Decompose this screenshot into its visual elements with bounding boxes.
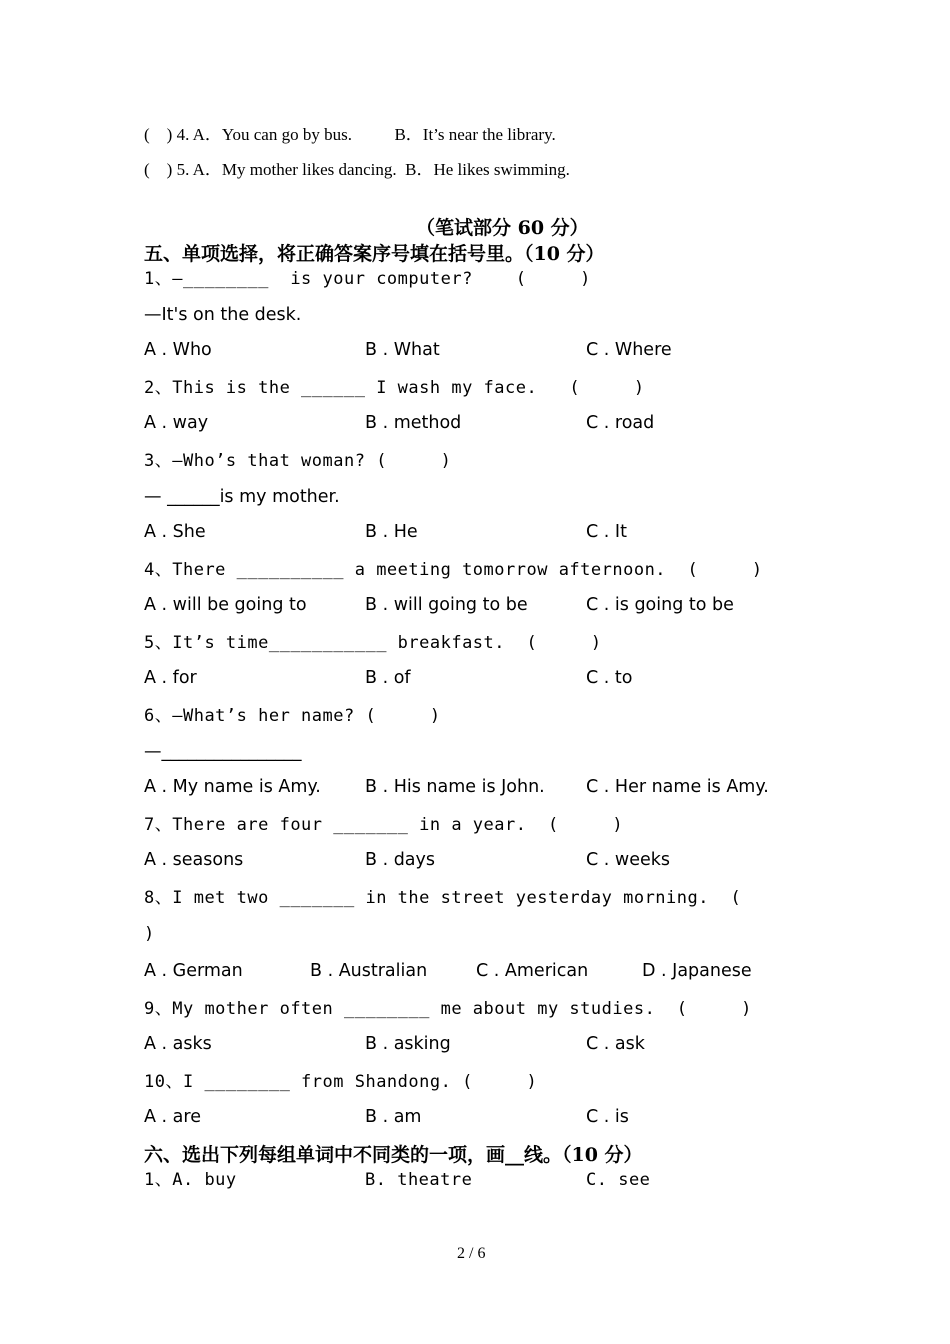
question-9-option-b: B . asking: [365, 1034, 451, 1054]
question-5-option-c: C . to: [586, 668, 633, 688]
question-2-option-b: B . method: [365, 413, 462, 433]
listening-q4: ( ) 4. A．You can go by bus. B．It’s near the library.: [144, 125, 556, 144]
question-7-option-b: B . days: [365, 850, 435, 870]
question-3-option-b: B . He: [365, 522, 418, 542]
question-3-answer-line: — ______is my mother.: [144, 487, 340, 507]
section-6-q1-option-b: B. theatre: [365, 1170, 473, 1190]
question-8-option-a: A . German: [144, 961, 243, 981]
question-1-option-c: C . Where: [586, 340, 672, 360]
question-6-option-a: A . My name is Amy.: [144, 777, 321, 797]
question-8-stem-continued: ): [144, 924, 155, 944]
question-6-answer-line: —________________: [144, 742, 302, 762]
question-8-option-d: D . Japanese: [642, 961, 752, 981]
question-10-option-c: C . is: [586, 1107, 629, 1127]
question-6-option-b: B . His name is John.: [365, 777, 545, 797]
question-8-option-c: C . American: [476, 961, 589, 981]
question-2-stem: 2、This is the ______ I wash my face. ( ): [144, 378, 645, 398]
question-9-stem: 9、My mother often ________ me about my studies. ( ): [144, 999, 752, 1019]
page-number: 2 / 6: [457, 1245, 486, 1262]
written-part-title: （笔试部分 60 分）: [416, 217, 589, 239]
question-10-option-a: A . are: [144, 1107, 201, 1127]
section-6-heading: 六、选出下列每组单词中不同类的一项，画__线。（10 分）: [144, 1144, 643, 1166]
question-4-option-c: C . is going to be: [586, 595, 734, 615]
question-8-stem: 8、I met two _______ in the street yesterday morning. (: [144, 888, 742, 908]
question-5-option-a: A . for: [144, 668, 197, 688]
question-2-option-c: C . road: [586, 413, 655, 433]
question-10-stem: 10、I ________ from Shandong. ( ): [144, 1072, 538, 1092]
question-6-stem: 6、—What’s her name? ( ): [144, 706, 441, 726]
question-4-option-b: B . will going to be: [365, 595, 528, 615]
question-8-option-b: B . Australian: [310, 961, 428, 981]
question-1-option-b: B . What: [365, 340, 440, 360]
question-2-option-a: A . way: [144, 413, 209, 433]
question-7-stem: 7、There are four _______ in a year. ( ): [144, 815, 624, 835]
question-6-option-c: C . Her name is Amy.: [586, 777, 769, 797]
question-5-stem: 5、It’s time___________ breakfast. ( ): [144, 633, 602, 653]
question-10-option-b: B . am: [365, 1107, 422, 1127]
question-1-option-a: A . Who: [144, 340, 212, 360]
question-5-option-b: B . of: [365, 668, 411, 688]
question-4-stem: 4、There __________ a meeting tomorrow afternoon. ( ): [144, 560, 763, 580]
question-7-option-c: C . weeks: [586, 850, 671, 870]
question-3-option-c: C . It: [586, 522, 627, 542]
question-4-option-a: A . will be going to: [144, 595, 307, 615]
listening-q5: ( ) 5. A．My mother likes dancing. B．He likes swimming.: [144, 160, 570, 179]
question-3-stem: 3、—Who’s that woman? ( ): [144, 451, 452, 471]
question-7-option-a: A . seasons: [144, 850, 244, 870]
question-9-option-c: C . ask: [586, 1034, 645, 1054]
question-1-answer-line: —It's on the desk.: [144, 305, 302, 325]
question-3-option-a: A . She: [144, 522, 206, 542]
section-6-q1-option-a: 1、A. buy: [144, 1170, 237, 1190]
section-6-q1-option-c: C. see: [586, 1170, 651, 1190]
question-1-stem: 1、—________ is your computer? ( ): [144, 269, 591, 289]
question-9-option-a: A . asks: [144, 1034, 212, 1054]
section-5-heading: 五、单项选择，将正确答案序号填在括号里。（10 分）: [144, 243, 605, 265]
